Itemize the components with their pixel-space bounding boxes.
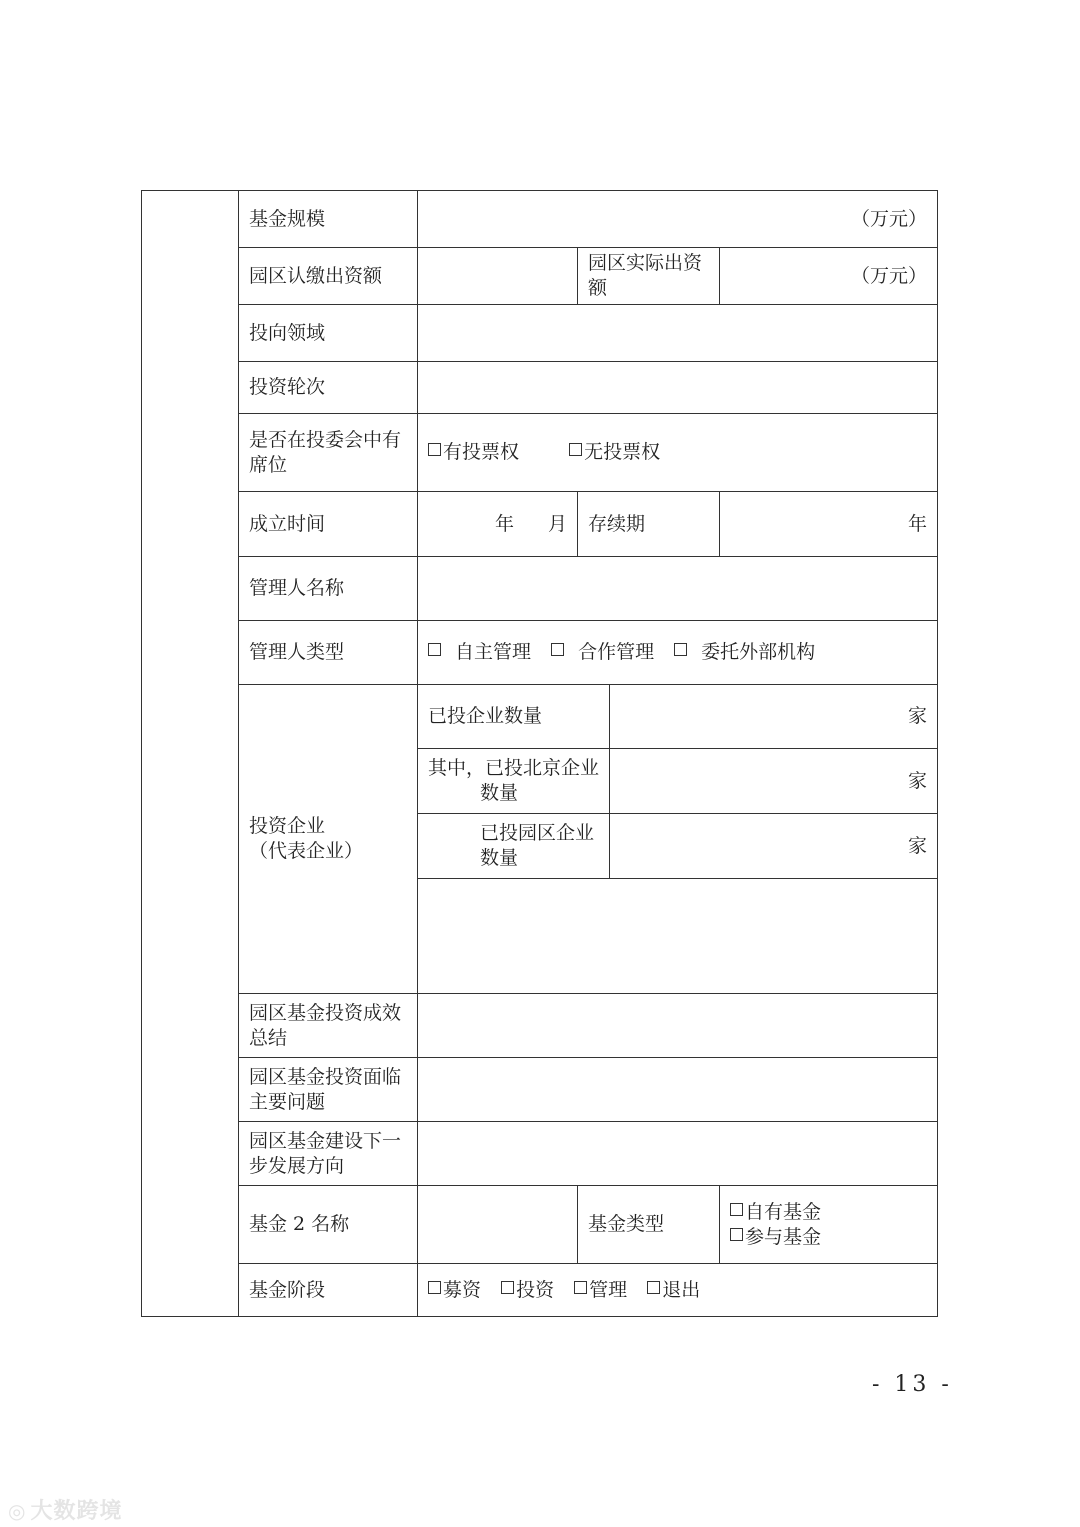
committee-seat-options (418, 414, 938, 492)
checkbox-icon[interactable] (647, 1281, 660, 1294)
investment-summary-input[interactable] (418, 994, 938, 1058)
manager-type-options (418, 621, 938, 685)
brand-logo-icon: ◎ (8, 1499, 27, 1523)
beijing-count-field[interactable] (610, 749, 938, 814)
watermark (8, 1494, 122, 1525)
main-problems-label: 园区基金投资面临 主要问题 (239, 1058, 418, 1122)
invested-count-label: 已投企业数量 (418, 685, 610, 749)
fund2-name-field[interactable] (418, 1186, 578, 1264)
no-voting-right-option[interactable]: 无投票权 (569, 440, 660, 465)
managing-option[interactable]: 管理 (574, 1278, 627, 1303)
fund-type-options (720, 1186, 938, 1264)
outer-left-cell (142, 191, 239, 1317)
participating-fund-option[interactable]: 参与基金 (730, 1225, 927, 1250)
investment-summary-label: 园区基金投资成效 总结 (239, 994, 418, 1058)
fundraising-option[interactable]: 募资 (428, 1278, 481, 1303)
next-direction-input[interactable] (418, 1122, 938, 1186)
actual-contribution-label: 园区实际出资 额 (578, 248, 720, 305)
page-number: - 13 - (872, 1372, 953, 1397)
checkbox-icon[interactable] (428, 443, 441, 456)
actual-contribution-unit: （万元） (851, 264, 928, 287)
committee-seat-label: 是否在投委会中有 席位 (239, 414, 418, 492)
duration-label: 存续期 (578, 492, 720, 557)
fund-stage-options (418, 1264, 938, 1317)
park-count-unit: 家 (908, 834, 928, 857)
investment-round-input[interactable] (418, 362, 938, 414)
year-unit: 年 (494, 512, 514, 535)
establishment-date-field[interactable] (418, 492, 578, 557)
fund-scale-field[interactable] (418, 191, 938, 248)
subscribed-contribution-field[interactable] (418, 248, 578, 305)
beijing-count-label: 其中，已投北京企业 数量 (418, 749, 610, 814)
own-fund-option[interactable]: 自有基金 (730, 1200, 927, 1225)
fund-type-label: 基金类型 (578, 1186, 720, 1264)
watermark-text: 大数跨境 (30, 1499, 123, 1524)
invested-companies-label: 投资企业 （代表企业） (239, 685, 418, 994)
investment-field-label: 投向领域 (239, 305, 418, 362)
invested-count-unit: 家 (908, 705, 928, 727)
cooperative-managed-option[interactable]: 合作管理 (551, 640, 654, 665)
self-managed-option[interactable]: 自主管理 (428, 640, 531, 665)
checkbox-icon[interactable] (428, 1281, 441, 1294)
beijing-count-unit: 家 (908, 769, 928, 792)
manager-type-label: 管理人类型 (239, 621, 418, 685)
duration-field[interactable] (720, 492, 938, 557)
checkbox-icon[interactable] (574, 1281, 587, 1294)
investment-field-input[interactable] (418, 305, 938, 362)
external-institution-option[interactable]: 委托外部机构 (674, 640, 815, 665)
invested-count-field[interactable] (610, 685, 938, 749)
park-count-field[interactable] (610, 814, 938, 879)
next-direction-label: 园区基金建设下一 步发展方向 (239, 1122, 418, 1186)
main-problems-input[interactable] (418, 1058, 938, 1122)
subscribed-contribution-label: 园区认缴出资额 (239, 248, 418, 305)
checkbox-icon[interactable] (674, 643, 687, 656)
duration-unit: 年 (908, 512, 928, 535)
month-unit: 月 (547, 512, 567, 535)
establishment-date-label: 成立时间 (239, 492, 418, 557)
investing-option[interactable]: 投资 (501, 1278, 554, 1303)
fund-scale-label: 基金规模 (239, 191, 418, 248)
checkbox-icon[interactable] (428, 643, 441, 656)
fund-scale-unit: （万元） (851, 207, 928, 230)
checkbox-icon[interactable] (569, 443, 582, 456)
checkbox-icon[interactable] (730, 1228, 743, 1241)
fund-stage-label: 基金阶段 (239, 1264, 418, 1317)
checkbox-icon[interactable] (551, 643, 564, 656)
voting-right-option[interactable]: 有投票权 (428, 440, 519, 465)
checkbox-icon[interactable] (501, 1281, 514, 1294)
representative-companies-field[interactable] (418, 879, 938, 994)
investment-round-label: 投资轮次 (239, 362, 418, 414)
park-count-label: 已投园区企业 数量 (418, 814, 610, 879)
fund-info-form (141, 190, 938, 1317)
manager-name-label: 管理人名称 (239, 557, 418, 621)
fund2-name-label: 基金 2 名称 (239, 1186, 418, 1264)
exit-option[interactable]: 退出 (647, 1278, 700, 1303)
manager-name-input[interactable] (418, 557, 938, 621)
actual-contribution-field[interactable] (720, 248, 938, 305)
checkbox-icon[interactable] (730, 1203, 743, 1216)
